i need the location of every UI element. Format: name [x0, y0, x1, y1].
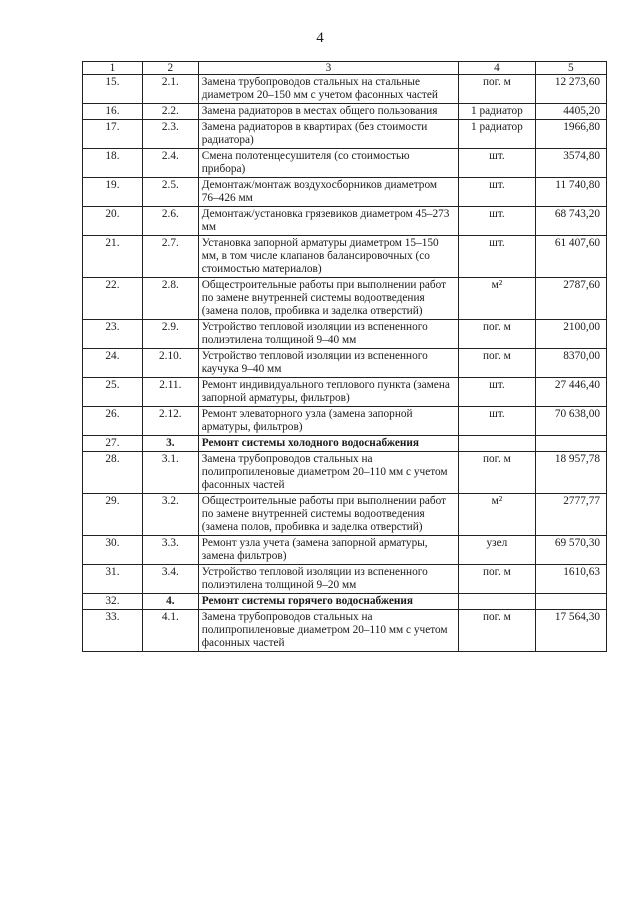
row-number: 32. — [83, 594, 143, 610]
work-description: Смена полотенцесушителя (со стоимостью прибора) — [198, 149, 458, 178]
row-number: 25. — [83, 378, 143, 407]
unit-price: 4405,20 — [535, 104, 606, 120]
row-number: 17. — [83, 120, 143, 149]
unit-of-measure: шт. — [459, 378, 535, 407]
work-description: Ремонт индивидуального теплового пункта (замена запорной арматуры, фильтров) — [198, 378, 458, 407]
work-description: Общестроительные работы при выполнении работ по замене внутренней системы водоотведения (замена полов, пробивка и заделка отверстий) — [198, 494, 458, 536]
table-body — [83, 75, 607, 652]
table-row — [83, 320, 607, 349]
unit-price: 1610,63 — [535, 565, 606, 594]
row-number: 33. — [83, 610, 143, 652]
unit-price: 1966,80 — [535, 120, 606, 149]
unit-price: 69 570,30 — [535, 536, 606, 565]
column-header-2: 2 — [142, 62, 198, 75]
unit-of-measure — [459, 594, 535, 610]
item-code: 2.3. — [142, 120, 198, 149]
item-code: 3. — [142, 436, 198, 452]
row-number: 21. — [83, 236, 143, 278]
work-description: Установка запорной арматуры диаметром 15–150 мм, в том числе клапанов балансировочных (со стоимостью материалов) — [198, 236, 458, 278]
table-row — [83, 407, 607, 436]
row-number: 31. — [83, 565, 143, 594]
unit-of-measure: шт. — [459, 236, 535, 278]
work-description: Замена трубопроводов стальных на полипропиленовые диаметром 20–110 мм с учетом фасонных частей — [198, 610, 458, 652]
row-number: 29. — [83, 494, 143, 536]
unit-price: 8370,00 — [535, 349, 606, 378]
section-row — [83, 436, 607, 452]
work-description: Ремонт системы холодного водоснабжения — [198, 436, 458, 452]
row-number: 19. — [83, 178, 143, 207]
row-number: 15. — [83, 75, 143, 104]
item-code: 2.8. — [142, 278, 198, 320]
table-row — [83, 207, 607, 236]
unit-price: 12 273,60 — [535, 75, 606, 104]
table-row — [83, 452, 607, 494]
price-table — [82, 61, 607, 652]
work-description: Замена трубопроводов стальных на стальные диаметром 20–150 мм с учетом фасонных частей — [198, 75, 458, 104]
item-code: 4. — [142, 594, 198, 610]
item-code: 2.9. — [142, 320, 198, 349]
item-code: 2.5. — [142, 178, 198, 207]
unit-of-measure: шт. — [459, 178, 535, 207]
section-row — [83, 594, 607, 610]
unit-price: 17 564,30 — [535, 610, 606, 652]
unit-price: 70 638,00 — [535, 407, 606, 436]
unit-of-measure: м² — [459, 494, 535, 536]
row-number: 23. — [83, 320, 143, 349]
row-number: 28. — [83, 452, 143, 494]
table-row — [83, 536, 607, 565]
column-header-5: 5 — [535, 62, 606, 75]
table-row — [83, 278, 607, 320]
item-code: 2.12. — [142, 407, 198, 436]
work-description: Общестроительные работы при выполнении работ по замене внутренней системы водоотведения (замена полов, пробивка и заделка отверстий) — [198, 278, 458, 320]
item-code: 2.6. — [142, 207, 198, 236]
row-number: 20. — [83, 207, 143, 236]
row-number: 16. — [83, 104, 143, 120]
unit-of-measure — [459, 436, 535, 452]
item-code: 3.4. — [142, 565, 198, 594]
item-code: 2.4. — [142, 149, 198, 178]
table-row — [83, 349, 607, 378]
work-description: Ремонт элеваторного узла (замена запорной арматуры, фильтров) — [198, 407, 458, 436]
work-description: Демонтаж/монтаж воздухосборников диаметром 76–426 мм — [198, 178, 458, 207]
table-row — [83, 565, 607, 594]
table-header — [83, 62, 607, 75]
work-description: Ремонт узла учета (замена запорной арматуры, замена фильтров) — [198, 536, 458, 565]
table-row — [83, 120, 607, 149]
work-description: Замена радиаторов в местах общего пользования — [198, 104, 458, 120]
unit-of-measure: м² — [459, 278, 535, 320]
unit-price: 68 743,20 — [535, 207, 606, 236]
row-number: 18. — [83, 149, 143, 178]
item-code: 2.10. — [142, 349, 198, 378]
table-row — [83, 178, 607, 207]
unit-of-measure: 1 радиатор — [459, 104, 535, 120]
table-row — [83, 494, 607, 536]
work-description: Устройство тепловой изоляции из вспененного каучука 9–40 мм — [198, 349, 458, 378]
unit-of-measure: 1 радиатор — [459, 120, 535, 149]
row-number: 24. — [83, 349, 143, 378]
row-number: 30. — [83, 536, 143, 565]
row-number: 26. — [83, 407, 143, 436]
work-description: Замена радиаторов в квартирах (без стоимости радиатора) — [198, 120, 458, 149]
unit-of-measure: шт. — [459, 407, 535, 436]
item-code: 2.2. — [142, 104, 198, 120]
unit-price: 27 446,40 — [535, 378, 606, 407]
item-code: 3.1. — [142, 452, 198, 494]
item-code: 3.2. — [142, 494, 198, 536]
unit-of-measure: шт. — [459, 207, 535, 236]
unit-price — [535, 436, 606, 452]
unit-price: 3574,80 — [535, 149, 606, 178]
column-header-1: 1 — [83, 62, 143, 75]
unit-of-measure: пог. м — [459, 349, 535, 378]
unit-of-measure: пог. м — [459, 320, 535, 349]
unit-price: 2777,77 — [535, 494, 606, 536]
table-row — [83, 236, 607, 278]
unit-of-measure: пог. м — [459, 610, 535, 652]
table-row — [83, 149, 607, 178]
row-number: 22. — [83, 278, 143, 320]
page-number: 4 — [316, 30, 324, 46]
unit-price: 61 407,60 — [535, 236, 606, 278]
item-code: 3.3. — [142, 536, 198, 565]
unit-of-measure: пог. м — [459, 565, 535, 594]
unit-of-measure: шт. — [459, 149, 535, 178]
row-number: 27. — [83, 436, 143, 452]
table-row — [83, 104, 607, 120]
work-description: Устройство тепловой изоляции из вспененного полиэтилена толщиной 9–40 мм — [198, 320, 458, 349]
unit-of-measure: пог. м — [459, 75, 535, 104]
work-description: Устройство тепловой изоляции из вспененного полиэтилена толщиной 9–20 мм — [198, 565, 458, 594]
unit-price: 18 957,78 — [535, 452, 606, 494]
table-row — [83, 378, 607, 407]
column-header-4: 4 — [459, 62, 535, 75]
work-description: Ремонт системы горячего водоснабжения — [198, 594, 458, 610]
work-description: Демонтаж/установка грязевиков диаметром 45–273 мм — [198, 207, 458, 236]
unit-price: 2787,60 — [535, 278, 606, 320]
table-row — [83, 75, 607, 104]
unit-of-measure: узел — [459, 536, 535, 565]
item-code: 2.11. — [142, 378, 198, 407]
unit-price — [535, 594, 606, 610]
unit-of-measure: пог. м — [459, 452, 535, 494]
item-code: 2.1. — [142, 75, 198, 104]
column-header-3: 3 — [198, 62, 458, 75]
work-description: Замена трубопроводов стальных на полипропиленовые диаметром 20–110 мм с учетом фасонных частей — [198, 452, 458, 494]
item-code: 2.7. — [142, 236, 198, 278]
unit-price: 11 740,80 — [535, 178, 606, 207]
table-row — [83, 610, 607, 652]
unit-price: 2100,00 — [535, 320, 606, 349]
item-code: 4.1. — [142, 610, 198, 652]
